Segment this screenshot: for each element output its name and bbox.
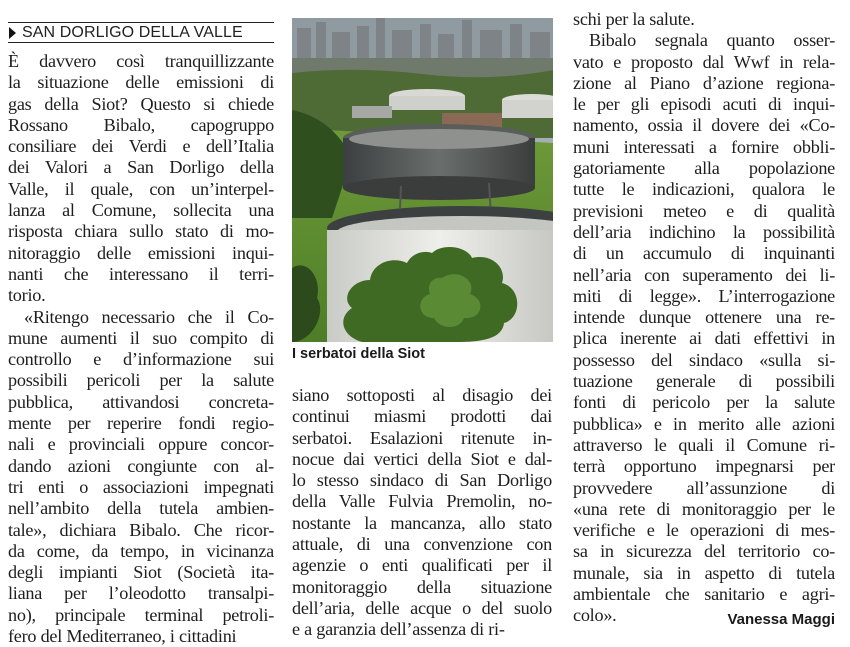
text-line: lanza al Comune, sollecita una	[8, 200, 274, 221]
text-line: gatoriamente alla popolazione	[573, 158, 835, 179]
text-line: sa in sicurezza del territorio co-	[573, 541, 835, 562]
text-line: controllo e d’informazione sui	[8, 349, 274, 370]
text-line: nostante la mancanza, allo stato	[292, 512, 552, 533]
text-line: «una rete di monitoraggio per le	[573, 498, 835, 519]
byline: Vanessa Maggi	[727, 611, 835, 628]
text-line: miti di legge». L’interrogazione	[573, 285, 835, 306]
text-line: nitoraggio delle emissioni inqui-	[8, 242, 274, 263]
text-line: attuale, di una convenzione con	[292, 534, 552, 555]
text-line: tutte le indicazioni, qualora le	[573, 179, 835, 200]
text-line: la situazione delle emissioni di	[8, 72, 274, 93]
text-line: gas della Siot? Questo si chiede	[8, 93, 274, 114]
text-line: e a garanzia dell’assenza di ri-	[292, 619, 505, 640]
text-line: liana per l’oleodotto transalpi-	[8, 583, 274, 604]
text-line: munale, sia in aspetto di tutela	[573, 562, 835, 583]
text-line: zione al Piano d’azione regiona-	[573, 72, 835, 93]
text-line: da come, da tempo, in vicinanza	[8, 540, 274, 561]
text-line: no), principale terminal petroli-	[8, 604, 274, 625]
article-column-1	[8, 51, 274, 647]
text-line: pubblica, attivandosi concreta-	[8, 391, 274, 412]
text-line: monitoraggio della situazione	[292, 576, 552, 597]
text-line: provvedere all’assunzione di	[573, 477, 835, 498]
text-line: verifiche e le operazioni di mes-	[573, 520, 835, 541]
text-line: vato e proposto dal Wwf in rela-	[573, 51, 835, 72]
article-column-3	[573, 9, 835, 627]
text-line: attraverso le quali il Comune ri-	[573, 434, 835, 455]
text-line: plica inerente ai dati effettivi in	[573, 328, 835, 349]
text-line: Bibalo segnala quanto osser-	[589, 30, 835, 51]
text-line: di un accumulo di inquinanti	[573, 243, 835, 264]
article-paragraph	[8, 51, 274, 307]
text-line: Valle, il quale, con un’interpel-	[8, 178, 274, 199]
text-line: nocue dai vertici della Siot e dal-	[292, 448, 552, 469]
section-label: SAN DORLIGO DELLA VALLE	[22, 23, 243, 41]
text-line: nell’aria con superamento dei li-	[573, 264, 835, 285]
article-paragraph	[8, 307, 274, 647]
text-line: mune aumenti il suo compito di	[8, 327, 274, 348]
text-line: agenzie o enti qualificati per il	[292, 555, 552, 576]
text-line: muni interessati a fornire obbli-	[573, 136, 835, 157]
text-line: degli impianti Siot (Società ita-	[8, 562, 274, 583]
text-line: namento, ossia il dovere dei «Co-	[573, 115, 835, 136]
text-line: serbatoi. Esalazioni ritenute in-	[292, 427, 552, 448]
text-line: terrà opportuno impegnarsi per	[573, 456, 835, 477]
text-line: Rossano Bibalo, capogruppo	[8, 114, 274, 135]
text-line: dell’aria indichino la possibilità	[573, 221, 835, 242]
text-line: previsioni meteo e di qualità	[573, 200, 835, 221]
section-header	[8, 22, 274, 43]
text-line: consiliare dei Verdi e dell’Italia	[8, 136, 274, 157]
text-line: dell’aria, delle acque o del suolo	[292, 597, 552, 618]
article-paragraph	[573, 30, 835, 626]
text-line: dando azioni congiunte con al-	[8, 455, 274, 476]
text-line: nali e provinciali oppure concor-	[8, 434, 274, 455]
article-paragraph	[573, 9, 835, 30]
text-line: tale», dichiara Bibalo. Che ricor-	[8, 519, 274, 540]
text-line: tri enti o associazioni impegnati	[8, 476, 274, 497]
text-line: nell’ambito della tutela ambien-	[8, 498, 274, 519]
text-line: lo stesso sindaco di San Dorligo	[292, 470, 552, 491]
text-line: intende dunque ottenere una re-	[573, 307, 835, 328]
text-line: ambientale che sanitario e agri-	[573, 584, 835, 605]
text-line: È davvero così tranquillizzante	[8, 51, 274, 71]
article-column-2	[292, 385, 552, 641]
text-line: tuazione generale di possibili	[573, 371, 835, 392]
text-line: schi per la salute.	[573, 9, 695, 29]
text-line: possesso del sindaco «sulla si-	[573, 349, 835, 370]
article-photo	[292, 18, 553, 342]
text-line: siano sottoposti al disagio dei	[292, 385, 552, 405]
text-line: «Ritengo necessario che il Co-	[24, 306, 274, 327]
text-line: continui miasmi prodotti dai	[292, 406, 552, 427]
text-line: mente per reperire fondi regio-	[8, 413, 274, 434]
photo-caption: I serbatoi della Siot	[292, 346, 425, 362]
text-line: dei Valori a San Dorligo della	[8, 157, 274, 178]
text-line: pubblica» e in merito alle azioni	[573, 413, 835, 434]
text-line: nanti che interessano il terri-	[8, 263, 274, 284]
text-line: fero del Mediterraneo, i cittadini	[8, 626, 237, 647]
text-line: della Valle Fulvia Premolin, no-	[292, 491, 552, 512]
text-line: possibili pericoli per la salute	[8, 370, 274, 391]
text-line: colo».	[573, 605, 617, 626]
text-line: fonti di pericolo per la salute	[573, 392, 835, 413]
section-marker-icon	[9, 27, 16, 39]
article-paragraph	[292, 385, 552, 641]
text-line: le per gli episodi acuti di inqui-	[573, 94, 835, 115]
text-line: risposta chiara sullo stato di mo-	[8, 221, 274, 242]
text-line: torio.	[8, 285, 46, 306]
